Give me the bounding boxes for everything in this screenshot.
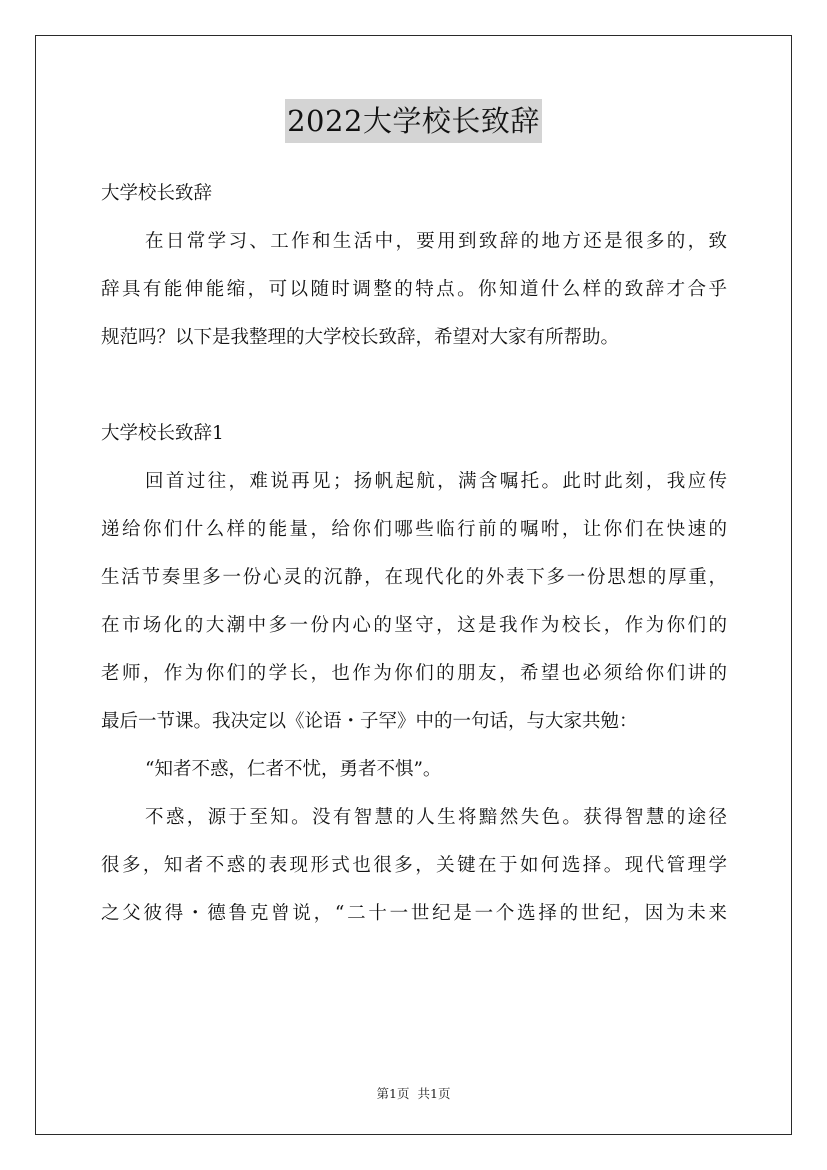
paragraph-line: 辞具有能伸能缩，可以随时调整的特点。你知道什么样的致辞才合乎	[101, 279, 727, 300]
paragraph-line: 很多，知者不惑的表现形式也很多，关键在于如何选择。现代管理学	[101, 855, 727, 876]
paragraph-line: 在日常学习、工作和生活中，要用到致辞的地方还是很多的，致	[145, 231, 727, 252]
quote-line: “知者不惑，仁者不忧，勇者不惧”。	[145, 759, 442, 780]
paragraph-line: 不惑，源于至知。没有智慧的人生将黯然失色。获得智慧的途径	[145, 807, 727, 828]
paragraph-line: 老师，作为你们的学长，也作为你们的朋友，希望也必须给你们讲的	[101, 663, 727, 684]
paragraph-line: 递给你们什么样的能量，给你们哪些临行前的嘱咐，让你们在快速的	[101, 519, 727, 540]
section-heading: 大学校长致辞1	[101, 423, 224, 444]
document-body	[101, 170, 727, 938]
paragraph-line: 最后一节课。我决定以《论语・子罕》中的一句话，与大家共勉：	[101, 711, 638, 732]
page-number: 第1页	[376, 1086, 410, 1101]
title-area	[0, 99, 827, 143]
paragraph-line: 规范吗？以下是我整理的大学校长致辞，希望对大家有所帮助。	[101, 327, 620, 348]
page-footer	[0, 1084, 827, 1102]
paragraph-line: 之父彼得・德鲁克曾说，“二十一世纪是一个选择的世纪，因为未来	[101, 903, 727, 924]
paragraph-line: 在市场化的大潮中多一份内心的坚守，这是我作为校长，作为你们的	[101, 615, 727, 636]
section-heading: 大学校长致辞	[101, 183, 213, 204]
page-total: 共1页	[417, 1086, 451, 1101]
blank-line	[101, 362, 727, 410]
document-title: 2022大学校长致辞	[285, 99, 542, 143]
paragraph-line: 回首过往，难说再见；扬帆起航，满含嘱托。此时此刻，我应传	[145, 471, 727, 492]
paragraph-line: 生活节奏里多一份心灵的沉静，在现代化的外表下多一份思想的厚重，	[101, 567, 727, 588]
